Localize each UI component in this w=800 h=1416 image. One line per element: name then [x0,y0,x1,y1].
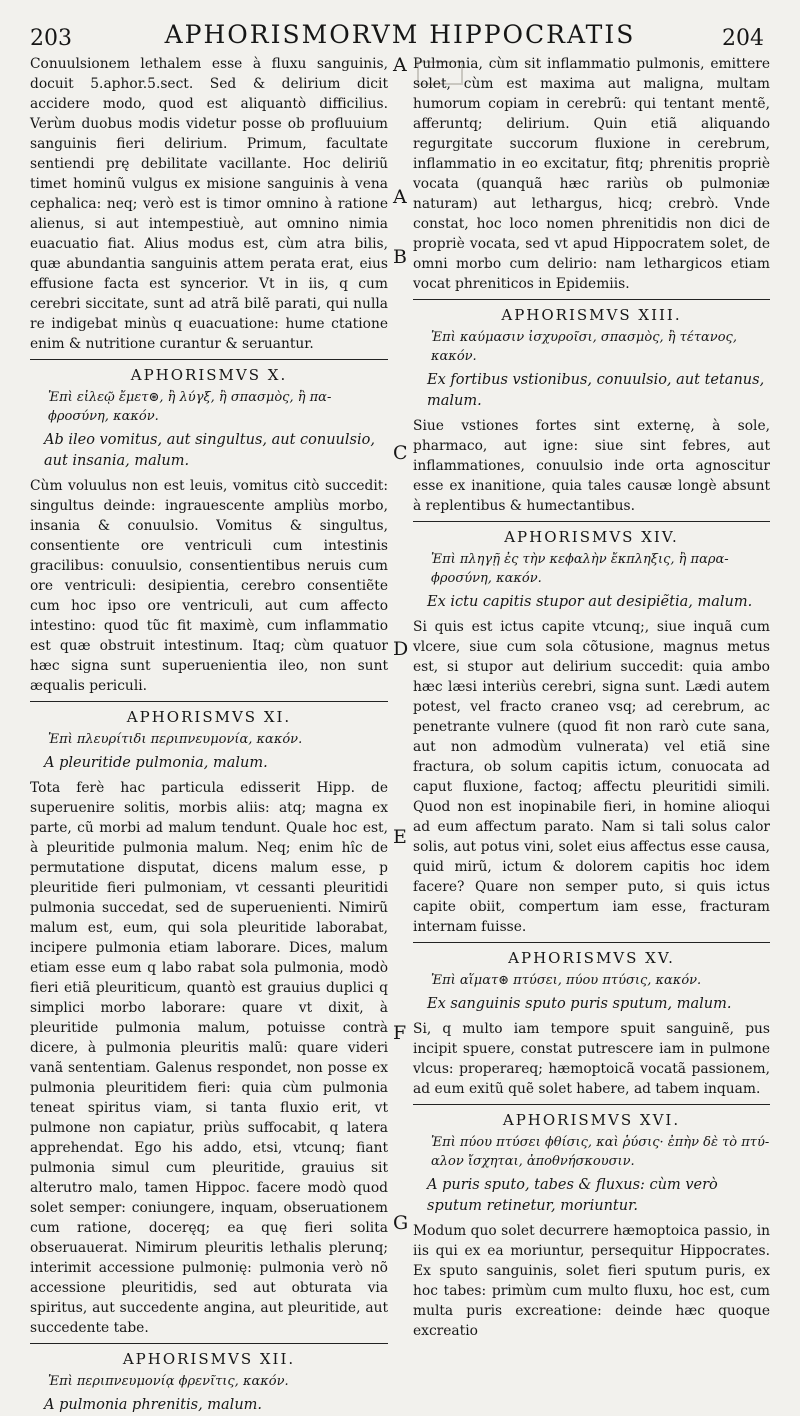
aphorism-13-greek: Ἐπὶ καύμασιν ἰσχυροῖσι, σπασμὸς, ἢ τέτανος, κακόν. [431,330,737,364]
aphorism-12-heading: APHORISMVS XII. [122,1350,296,1368]
aphorism-16-heading: APHORISMVS XVI. [502,1111,681,1129]
aphorism-10-latin: Ab ileo vomitus, aut singultus, aut conuulsio, aut insania, malum. [44,432,375,469]
section-divider [30,359,388,360]
margin-letter-a: A [393,186,407,208]
left-intro-paragraph: Conuulsionem lethalem esse à fluxu sanguinis, docuit 5.aphor.5.sect. Sed & delirium dicit accidere modo, quod est aliquantò difficilius. Verùm duobus modis videtur posse ob profluuium sanguinis fieri delirium. Primum, facultate sentiendi prę debilitate vacillante. Hoc deliriũ timet hominũ vulgus ex misione sanguinis à vena cephalica: neq; verò est is timor omnino à ratione alienus, si aut intempestiuè, aut omnino nimia euacuatio fiat. Alius modus est, cùm atra bilis, quæ abundantia sanguinis attem perata erat, eius effusione facta est syncerior. Vt in iis, q cum cerebri siccitate, sunt ad atrã bilẽ parati, qui nulla re indigebat minùs q euacuatione: hume ctatione enim & nutritione curantur & seruantur. [30,56,388,352]
page-number-left: 203 [30,26,72,51]
aphorism-10-commentary: Cùm voluulus non est leuis, vomitus citò succedit: singultus deinde: ingrauescente ampliùs morbo, insania & conuulsio. Vomitus & singultus, consentiente ore ventriculi cum intestinis gracilibus: conuulsio, consentientibus neruis cum ore ventriculi: desipientia, cerebro consentiẽte cum hoc ipso ore ventriculi, aut cum affecto intestino: quod tũc fit maximè, cum inflammatio est quæ obstruit intestinum. Itaq; cùm quatuor hæc signa sunt superuenientia ileo, non sunt æqualis periculi. [30,478,388,694]
aphorism-13-commentary: Siue vstiones fortes sint externę, à sole, pharmaco, aut igne: siue sint febres, aut inflammationes, conuulsio inde orta agnoscitur esse ex inanitione, quia tales causæ longè absunt à replentibus & humectantibus. [413,418,770,514]
aphorism-14-latin: Ex ictu capitis stupor aut desipiẽtia, malum. [427,594,753,610]
aphorism-13-latin: Ex fortibus vstionibus, conuulsio, aut tetanus, malum. [427,372,765,409]
aphorism-11-heading: APHORISMVS XI. [126,708,292,726]
aphorism-12-greek: Ἐπὶ περιπνευμονίᾳ ϕρενῖτις, κακόν. [48,1374,289,1389]
aphorism-16-latin: A puris sputo, tabes & fluxus: cùm verò sputum retinetur, moriuntur. [427,1177,718,1214]
page-number-right: 204 [722,26,764,51]
margin-letters [389,54,411,1369]
aphorism-10-greek: Ἐπὶ εἰλεῷ ἔμετ⊛, ἢ λύγξ, ἢ σπασμὸς, ἢ πα- ϕροσύνη, κακόν. [48,390,332,424]
aphorism-13-heading: APHORISMVS XIII. [501,306,682,324]
aphorism-16-commentary: Modum quo solet decurrere hæmoptoica passio, in iis qui ex ea moriuntur, persequitur Hippocrates. Ex sputo sanguinis, solet fieri sputum puris, ex hoc tabes: primùm cum multo fluxu, hoc est, cum multa puris excreatione: deinde hæc quoque excreatio [413,1223,770,1339]
right-intro-paragraph: Pulmonia, cùm sit inflammatio pulmonis, emittere solet, cùm est maxima aut maligna, multam humorum copiam in cerebrũ: qui tentant mentẽ, afferuntq; delirium. Quin etiã aliquando regurgitate succorum fluxione in cerebrum, inflammatio in eo excitatur, fitq; phrenitis propriè vocata (quanquã hæc rariùs ob pulmoniæ naturam) aut lethargus, hicq; crebrò. Vnde constat, hoc loco nomen phrenitidis non dici de propriè vocata, sed vt apud Hippocratem solet, de omni morbo cum delirio: nam lethargicos etiam vocat phreniticos in Epidemiis. [413,56,770,292]
aphorism-10-heading: APHORISMVS X. [130,366,288,384]
margin-letter-e: E [393,826,407,848]
aphorism-11-commentary: Tota ferè hac particula edisserit Hipp. de superuenire solitis, morbis aliis: atq; magna ex parte, cũ morbi ad malum tendunt. Quale hoc est, à pleuritide pulmonia malum. Neq; enim hîc de permutatione disputat, dicens malum esse, p pleuritide fieri pulmoniam, vt cessanti pleuritidi pulmonia succedat, sed de superuenienti. Nimirũ malum est, eum, qui sola pleuritide laborabat, incipere pulmonia etiam laborare. Dices, malum etiam esse eum q labo rabat sola pulmonia, modò fieri etiã pleuriticum, quantò est grauius duplici q simplici morbo laborare: quare vt dixit, à pleuritide pulmonia malum, potuisse contrà dicere, à pulmonia pleuritis malũ: quare videri vanã sententiam. Galenus respondet, non posse ex pulmonia pleuritidem fieri: quia cùm pulmonia teneat spiritus viam, si tanta fluxio erit, vt pulmone non capiatur, priùs suffocabit, q latera apprehendat. Ego his addo, etsi, vtcunq; fiant pulmonia simul cum pleuritide, grauius sit alterutro malo, tamen Hippoc. facere modò quod solet semper: coniungere, inquam, obseruationem cum ratione, doceręq; ea quę fieri solita obseruauerat. Nimirum pleuritis lethalis plerunq; interimit accessione pulmonię: pulmonia verò nõ accessione pleuritidis, sed aut obturata via spiritus, aut succedente angina, aut pleuritide, aut succedente tabe. [30,780,388,1336]
margin-letter-g: G [393,1212,409,1234]
aphorism-12-latin: A pulmonia phrenitis, malum. [44,1397,263,1413]
aphorism-14-commentary: Si quis est ictus capite vtcunq;, siue inquã cum vlcere, siue cum sola cõtusione, magnus metus est, si stupor aut delirium succedit: quia ambo hæc læsi interiùs cerebri, signa sunt. Lædi autem potest, vel fracto craneo vsq; ad cerebrum, ac penetrante vulnere (quod fit non rarò cute sana, aut non admodùm vulnerata) vel etiã sine fractura, ob solum capitis ictum, conuocata ad caput fluxione, factoq; affectu pleuritidi simili. Quod non est inopinabile fieri, in homine alioqui ad eum affectum parato. Nam si tali solus calor solis, aut potus vini, solet eius affectus esse causa, quid mirũ, ictum & dolorem capitis hoc idem facere? Quare non semper puto, si quis ictus capite obiit, compertum iam esse, fracturam internam fuisse. [413,619,770,935]
aphorism-14-greek: Ἐπὶ πληγῇ ἐς τὴν κεϕαλὴν ἔκπληξις, ἢ παρα- ϕροσύνη, κακόν. [431,552,729,586]
margin-letter-a: A [393,54,407,76]
running-header [0,18,800,54]
margin-letter-d: D [393,638,409,660]
aphorism-15-heading: APHORISMVS XV. [508,949,675,967]
section-divider [413,942,770,943]
section-divider [413,299,770,300]
aphorism-16-greek: Ἐπὶ πύου πτύσει ϕθίσις, καὶ ῥύσις· ἐπὴν δὲ τὸ πτύ- αλον ἴσχηται, ἀποθνήσκουσιν. [431,1135,770,1169]
margin-letter-c: C [393,442,408,464]
aphorism-15-commentary: Si, q multo iam tempore spuit sanguinẽ, pus incipit spuere, constat putrescere iam in pulmone vlcus: properareq; hæmoptoicã vocatã passionem, ad eum exitũ quẽ solet habere, ad tabem inquam. [413,1021,770,1097]
aphorism-11-greek: Ἐπὶ πλευρίτιδι περιπνευμονία, κακόν. [48,732,303,747]
aphorism-15-greek: Ἐπὶ αἵματ⊛ πτύσει, πύου πτύσις, κακόν. [431,973,702,988]
right-column [413,54,770,1369]
aphorism-15-latin: Ex sanguinis sputo puris sputum, malum. [427,996,732,1012]
margin-letter-f: F [393,1022,407,1044]
aphorism-14-heading: APHORISMVS XIV. [504,528,679,546]
left-column [30,54,388,1413]
margin-letter-b: B [393,246,407,268]
section-divider [30,701,388,702]
section-divider [413,1104,770,1105]
aphorism-11-latin: A pleuritide pulmonia, malum. [44,755,268,771]
section-divider [413,521,770,522]
section-divider [30,1343,388,1344]
running-title: APHORISMORVM HIPPOCRATIS [164,20,636,49]
